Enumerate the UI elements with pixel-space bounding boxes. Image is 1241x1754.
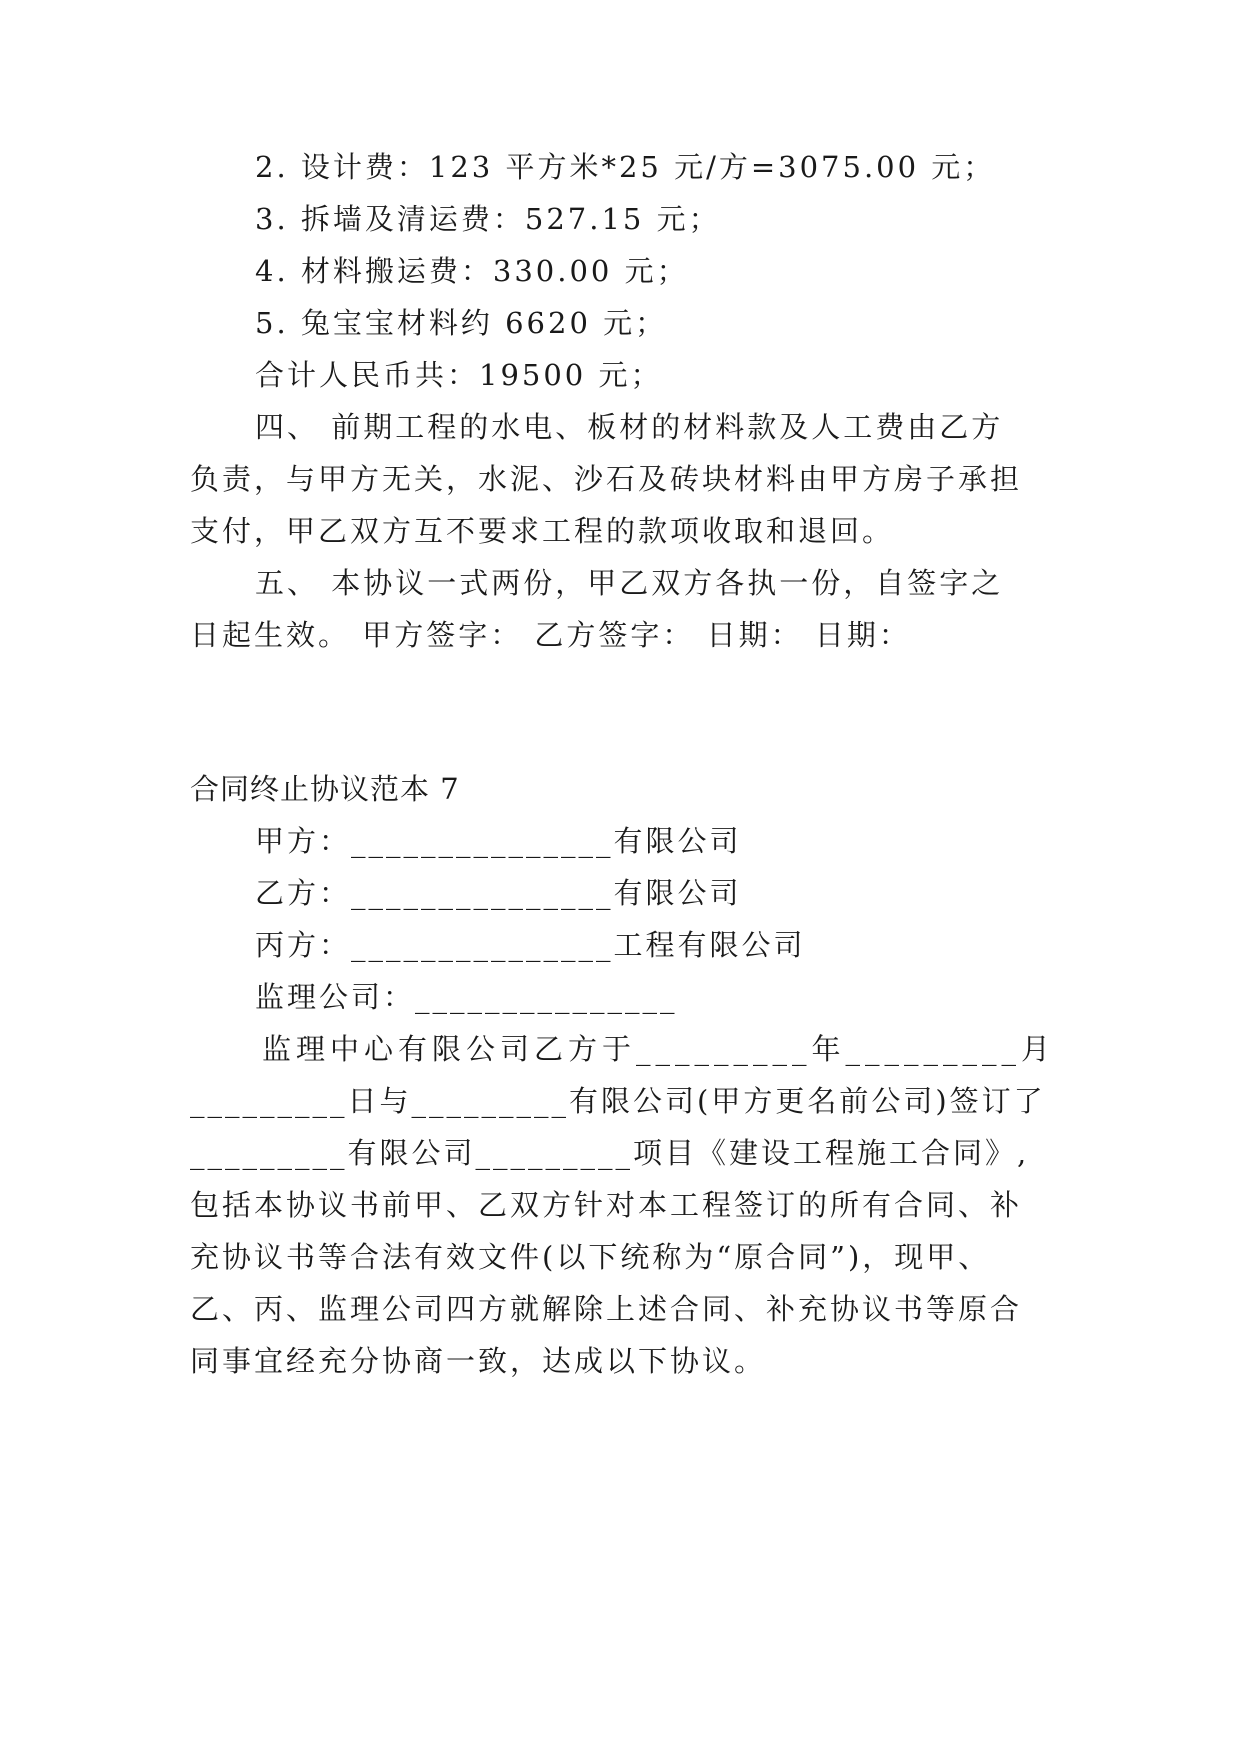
fee-item-materials: 5. 兔宝宝材料约 6620 元； — [255, 306, 668, 340]
body-line: _________有限公司_________项目《建设工程施工合同》, — [190, 1136, 1030, 1170]
body-line: 同事宜经充分协商一致，达成以下协议。 — [190, 1344, 767, 1378]
clause-four-line: 负责，与甲方无关，水泥、沙石及砖块材料由甲方房子承担 — [190, 462, 1023, 496]
clause-five-signatures: 日起生效。 甲方签字： 乙方签字： 日期： 日期： — [190, 618, 911, 652]
party-a: 甲方：_______________有限公司 — [255, 824, 742, 858]
fee-item-demolition: 3. 拆墙及清运费：527.15 元； — [255, 202, 721, 236]
body-line: _________日与_________有限公司(甲方更名前公司)签订了 — [190, 1084, 1046, 1118]
body-line: 监理中心有限公司乙方于_________年_________月 — [262, 1032, 1056, 1066]
section-title: 合同终止协议范本 7 — [190, 772, 460, 806]
fee-item-transport: 4. 材料搬运费：330.00 元； — [255, 254, 689, 288]
fee-total: 合计人民币共：19500 元； — [255, 358, 663, 392]
clause-four-line: 四、 前期工程的水电、板材的材料款及人工费由乙方 — [255, 410, 1004, 444]
party-b: 乙方：_______________有限公司 — [255, 876, 742, 910]
body-line: 包括本协议书前甲、乙双方针对本工程签订的所有合同、补 — [190, 1188, 1023, 1222]
body-line: 充协议书等合法有效文件(以下统称为“原合同”)，现甲、 — [190, 1240, 991, 1274]
fee-item-design: 2. 设计费：123 平方米*25 元/方=3075.00 元； — [255, 150, 996, 184]
body-line: 乙、丙、监理公司四方就解除上述合同、补充协议书等原合 — [190, 1292, 1023, 1326]
party-c: 丙方：_______________工程有限公司 — [255, 928, 806, 962]
clause-five-line: 五、 本协议一式两份，甲乙双方各执一份，自签字之 — [255, 566, 1004, 600]
supervision-company: 监理公司：_______________ — [255, 980, 678, 1014]
clause-four-line: 支付，甲乙双方互不要求工程的款项收取和退回。 — [190, 514, 895, 548]
